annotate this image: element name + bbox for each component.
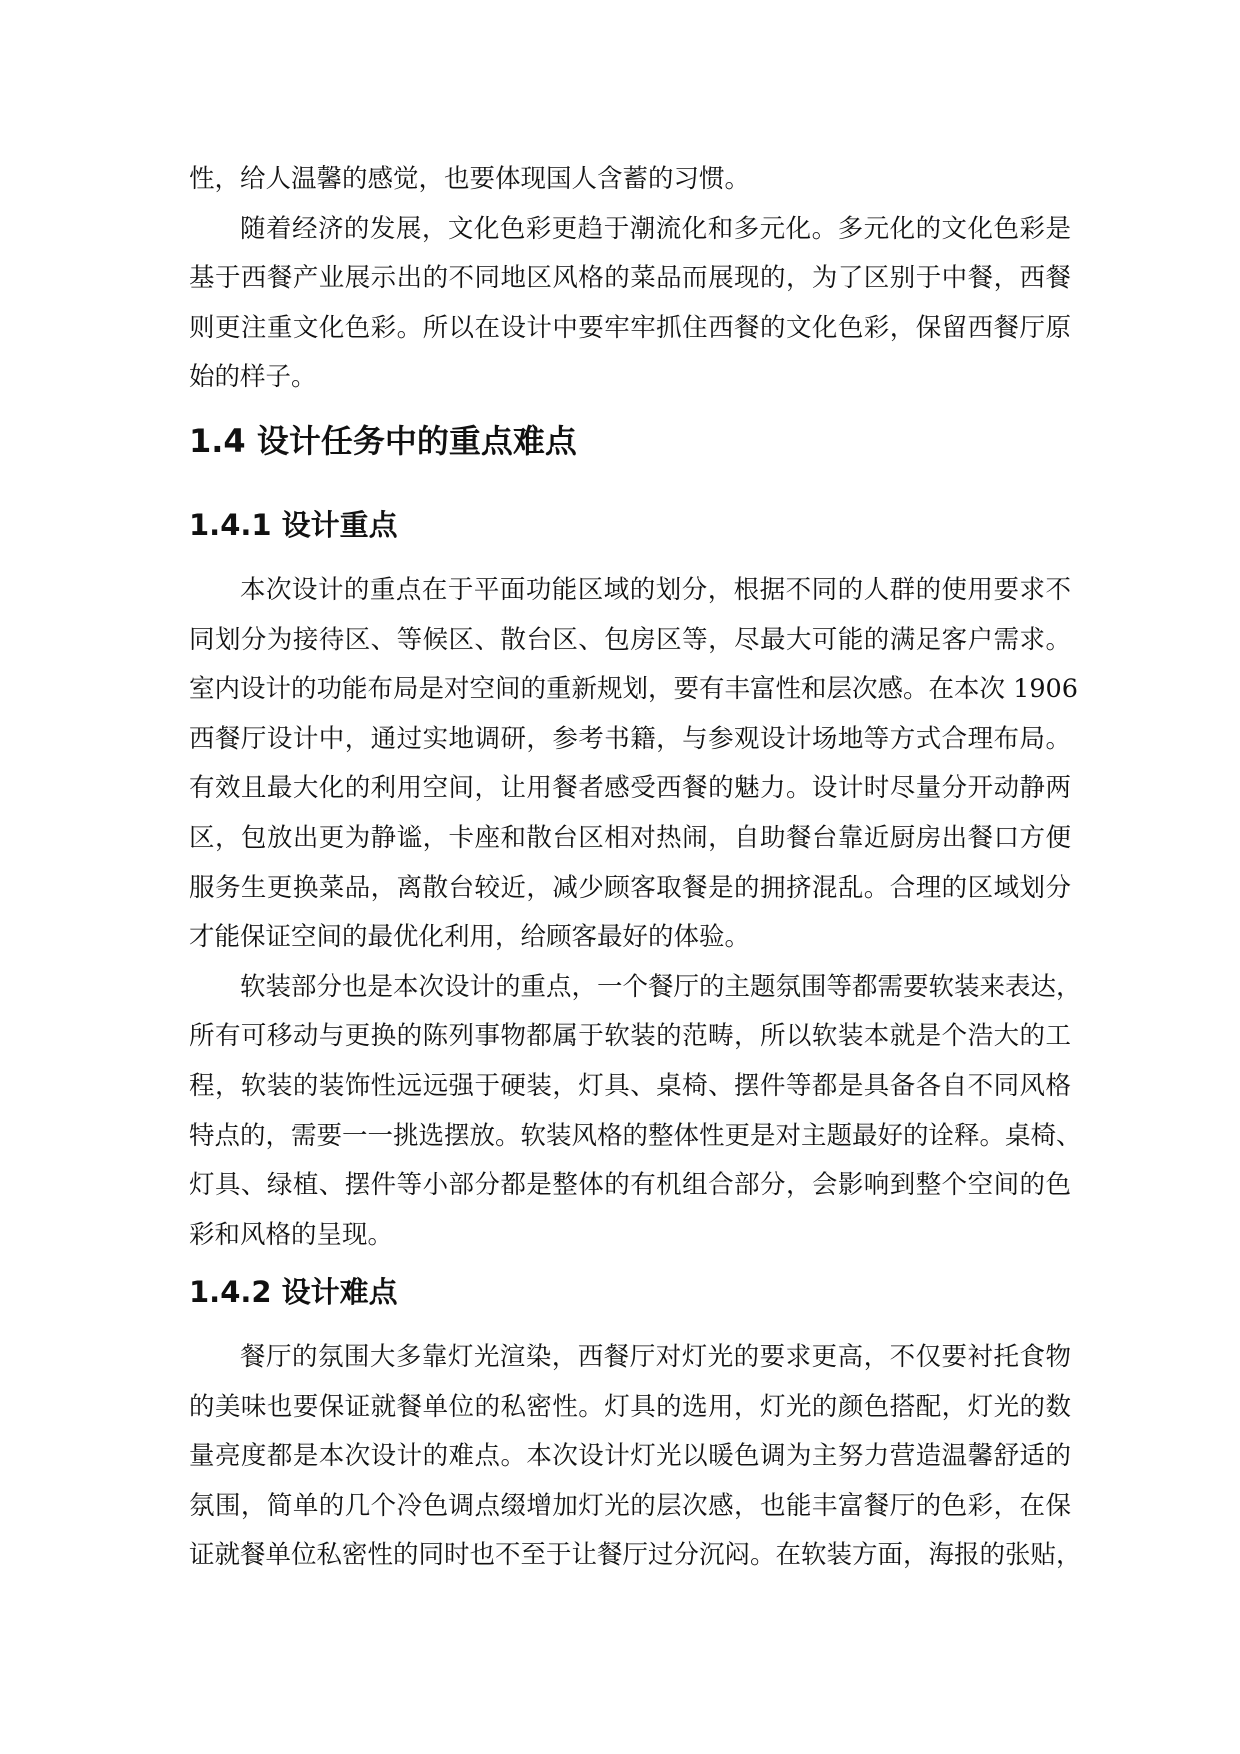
text-line: 区，包放出更为静谧，卡座和散台区相对热闹，自助餐台靠近厨房出餐口方便 <box>189 822 1071 853</box>
text-line: 特点的，需要一一挑选摆放。软装风格的整体性更是对主题最好的诠释。桌椅、 <box>189 1120 1082 1151</box>
text-line: 的美味也要保证就餐单位的私密性。灯具的选用，灯光的颜色搭配，灯光的数 <box>189 1391 1071 1422</box>
text-line: 室内设计的功能布局是对空间的重新规划，要有丰富性和层次感。在本次 1906 <box>189 674 1079 705</box>
text-line: 氛围，简单的几个冷色调点缀增加灯光的层次感，也能丰富餐厅的色彩，在保 <box>189 1490 1071 1521</box>
text-line: 本次设计的重点在于平面功能区域的划分，根据不同的人群的使用要求不 <box>240 575 1071 605</box>
heading-1-4: 1.4 设计任务中的重点难点 <box>189 422 577 460</box>
section-1-4-2-body <box>189 1333 1082 1581</box>
text-line: 彩和风格的呈现。 <box>189 1219 394 1250</box>
text-line: 灯具、绿植、摆件等小部分都是整体的有机组合部分，会影响到整个空间的色 <box>189 1170 1071 1201</box>
heading-1-4-1: 1.4.1 设计重点 <box>189 508 398 542</box>
intro-paragraphs <box>189 155 1071 403</box>
text-line: 才能保证空间的最优化利用，给顾客最好的体验。 <box>189 922 751 953</box>
text-line: 西餐厅设计中，通过实地调研，参考书籍，与参观设计场地等方式合理布局。 <box>189 723 1071 754</box>
text-line: 量亮度都是本次设计的难点。本次设计灯光以暖色调为主努力营造温馨舒适的 <box>189 1441 1071 1472</box>
text-line: 始的样子。 <box>189 362 317 393</box>
text-line: 则更注重文化色彩。所以在设计中要牢牢抓住西餐的文化色彩，保留西餐厅原 <box>189 312 1071 343</box>
heading-1-4-2: 1.4.2 设计难点 <box>189 1275 398 1309</box>
text-line: 服务生更换菜品，离散台较近，减少顾客取餐是的拥挤混乱。合理的区域划分 <box>189 872 1071 903</box>
text-line: 所有可移动与更换的陈列事物都属于软装的范畴，所以软装本就是个浩大的工 <box>189 1021 1071 1052</box>
section-1-4-1-body <box>189 566 1082 1260</box>
text-line: 证就餐单位私密性的同时也不至于让餐厅过分沉闷。在软装方面，海报的张贴， <box>189 1540 1082 1571</box>
text-line: 随着经济的发展，文化色彩更趋于潮流化和多元化。多元化的文化色彩是 <box>240 213 1071 244</box>
text-line: 软装部分也是本次设计的重点，一个餐厅的主题氛围等都需要软装来表达， <box>240 971 1082 1002</box>
text-line: 性，给人温馨的感觉，也要体现国人含蓄的习惯。 <box>189 164 751 194</box>
text-line: 同划分为接待区、等候区、散台区、包房区等，尽最大可能的满足客户需求。 <box>189 624 1071 655</box>
text-line: 餐厅的氛围大多靠灯光渲染，西餐厅对灯光的要求更高，不仅要衬托食物 <box>240 1342 1071 1372</box>
text-line: 基于西餐产业展示出的不同地区风格的菜品而展现的，为了区别于中餐，西餐 <box>189 263 1071 294</box>
text-line: 程，软装的装饰性远远强于硬装，灯具、桌椅、摆件等都是具备各自不同风格 <box>189 1070 1071 1101</box>
text-line: 有效且最大化的利用空间，让用餐者感受西餐的魅力。设计时尽量分开动静两 <box>189 773 1071 804</box>
